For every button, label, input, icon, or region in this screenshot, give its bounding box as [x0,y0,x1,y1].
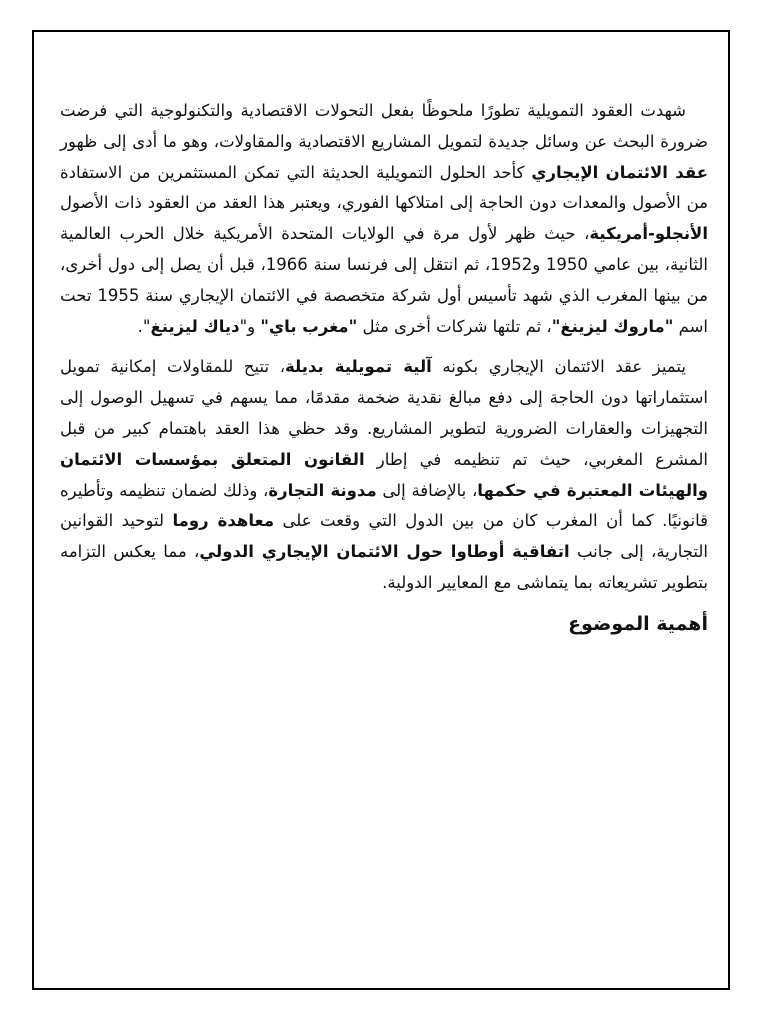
bold-term: مدونة التجارة [268,480,377,500]
text-segment: كأحد الحلول التمويلية الحديثة التي تمكن المستثمرين من الاستفادة من الأصول والمعدات دون الحاجة إلى امتلاكها الفوري، ويعتبر هذا العقد من العقود ذات الأصول [60,162,708,213]
paragraph-intro [60,96,708,342]
bold-term: "ماروك ليزينغ" [551,316,674,336]
text-segment: و" [239,316,261,336]
text-segment: ، وذلك لضمان تنظيمه وتأطيره قانونيًا. كما أن المغرب كان من بين الدول التي وقعت على [60,480,708,531]
document-body [60,96,708,639]
paragraph-features [60,352,708,598]
text-segment: ، بالإضافة إلى [376,480,478,500]
bold-term: الأنجلو-أمريكية [589,224,708,244]
text-segment: ، حيث ظهر لأول مرة في الولايات المتحدة الأمريكية خلال الحرب العالمية الثانية، بين عامي 1950 و1952، ثم انتقل إلى فرنسا سنة 1966، قبل أن يصل إلى دول أخرى، من بينها المغرب الذي شهد تأسيس أول شركة متخصصة في الائتمان الإيجاري سنة 1955 تحت اسم [60,224,708,336]
text-segment: ، تتيح للمقاولات إمكانية تمويل استثماراتها دون الحاجة إلى دفع مبالغ نقدية ضخمة مقدمًا، مما يسهم في تسهيل الوصول إلى التجهيزات والعقارات الضرورية لتطوير المشاريع. وقد حظي هذا العقد باهتمام كبير من قبل المشرع المغربي، حيث تم تنظيمه في إطار [60,357,708,469]
bold-term: "مغرب باي" [260,316,358,336]
text-segment: يتميز عقد الائتمان الإيجاري بكونه [431,357,686,377]
bold-term: عقد الائتمان الإيجاري [531,162,708,182]
bold-term: القانون المتعلق بمؤسسات الائتمان والهيئات المعتبرة في حكمها [60,449,708,500]
text-segment: لتوحيد القوانين التجارية، إلى جانب [60,511,708,562]
text-segment: ، ثم تلتها شركات أخرى مثل [357,316,552,336]
section-heading: أهمية الموضوع [568,612,708,635]
bold-term: اتفاقية أوطاوا حول الائتمان الإيجاري الدولي [199,542,570,562]
bold-term: دياك ليزينغ [150,316,240,336]
bold-term: معاهدة روما [172,511,275,531]
text-segment: ". [137,316,151,336]
text-segment: شهدت العقود التمويلية تطورًا ملحوظًا بفعل التحولات الاقتصادية والتكنولوجية التي فرضت ضرورة البحث عن وسائل جديدة لتمويل المشاريع الاقتصادية والمقاولات، وهو ما أدى إلى ظهور [60,101,708,151]
bold-term: آلية تمويلية بديلة [285,357,432,377]
text-segment: ، مما يعكس التزامه بتطوير تشريعاته بما يتماشى مع المعايير الدولية. [60,542,708,592]
